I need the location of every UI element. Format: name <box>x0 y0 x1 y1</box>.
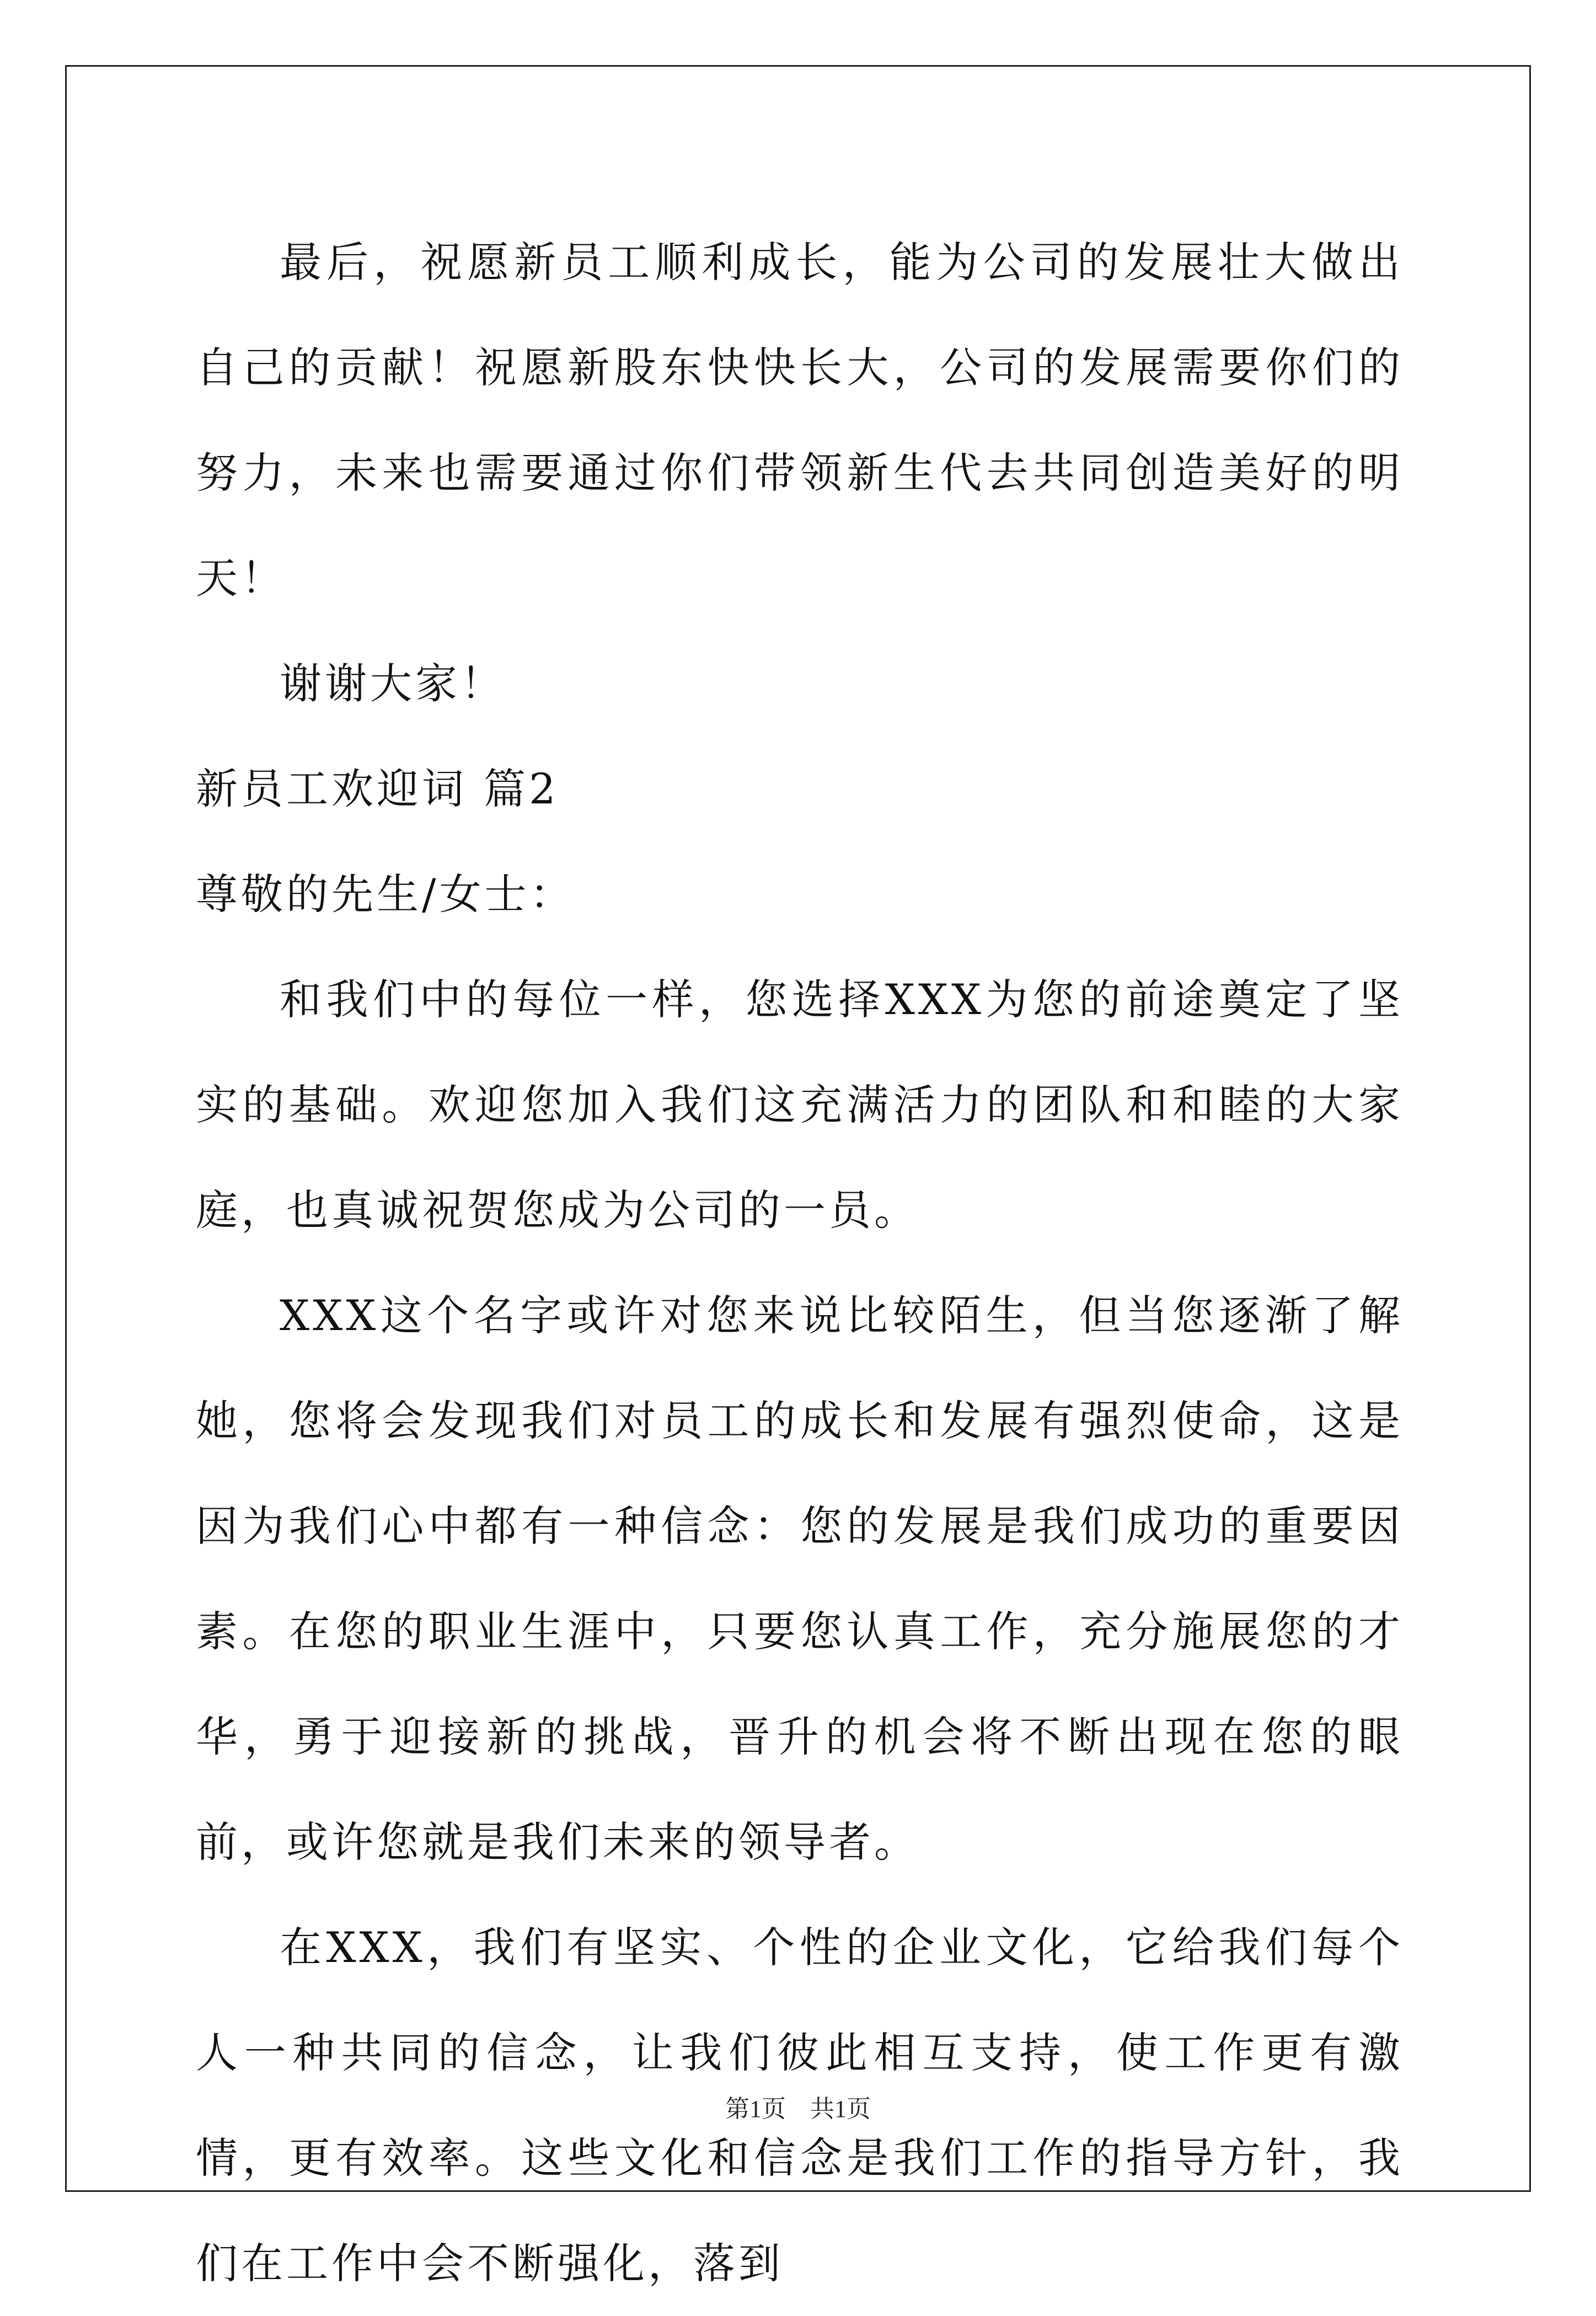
section-heading: 新员工欢迎词 篇2 <box>196 764 559 813</box>
page-footer: 第1页 共1页 <box>725 2095 871 2122</box>
paragraph-thanks: 谢谢大家！ <box>280 659 506 708</box>
paragraph-culture: 在XXX，我们有坚实、个性的企业文化，它给我们每个人一种共同的信念，让我们彼此相互支持，使工作更有激情，更有效率。这些文化和信念是我们工作的指导方针，我们在工作中会不断强化，落到 <box>196 1923 1404 2288</box>
paragraph-company-intro: XXX这个名字或许对您来说比较陌生，但当您逐渐了解她，您将会发现我们对员工的成长和发展有强烈使命，这是因为我们心中都有一种信念：您的发展是我们成功的重要因素。在您的职业生涯中，只要您认真工作，充分施展您的才华，勇于迎接新的挑战，晋升的机会将不断出现在您的眼前，或许您就是我们未来的领导者。 <box>196 1291 1404 1867</box>
salutation: 尊敬的先生/女士： <box>196 870 575 919</box>
paragraph-closing-wishes: 最后，祝愿新员工顺利成长，能为公司的发展壮大做出自己的贡献！祝愿新股东快快长大，公司的发展需要你们的努力，未来也需要通过你们带领新生代去共同创造美好的明天！ <box>196 238 1404 603</box>
document-body <box>196 210 1404 2316</box>
paragraph-welcome: 和我们中的每位一样，您选择XXX为您的前途奠定了坚实的基础。欢迎您加入我们这充满活力的团队和和睦的大家庭，也真诚祝贺您成为公司的一员。 <box>196 975 1404 1235</box>
